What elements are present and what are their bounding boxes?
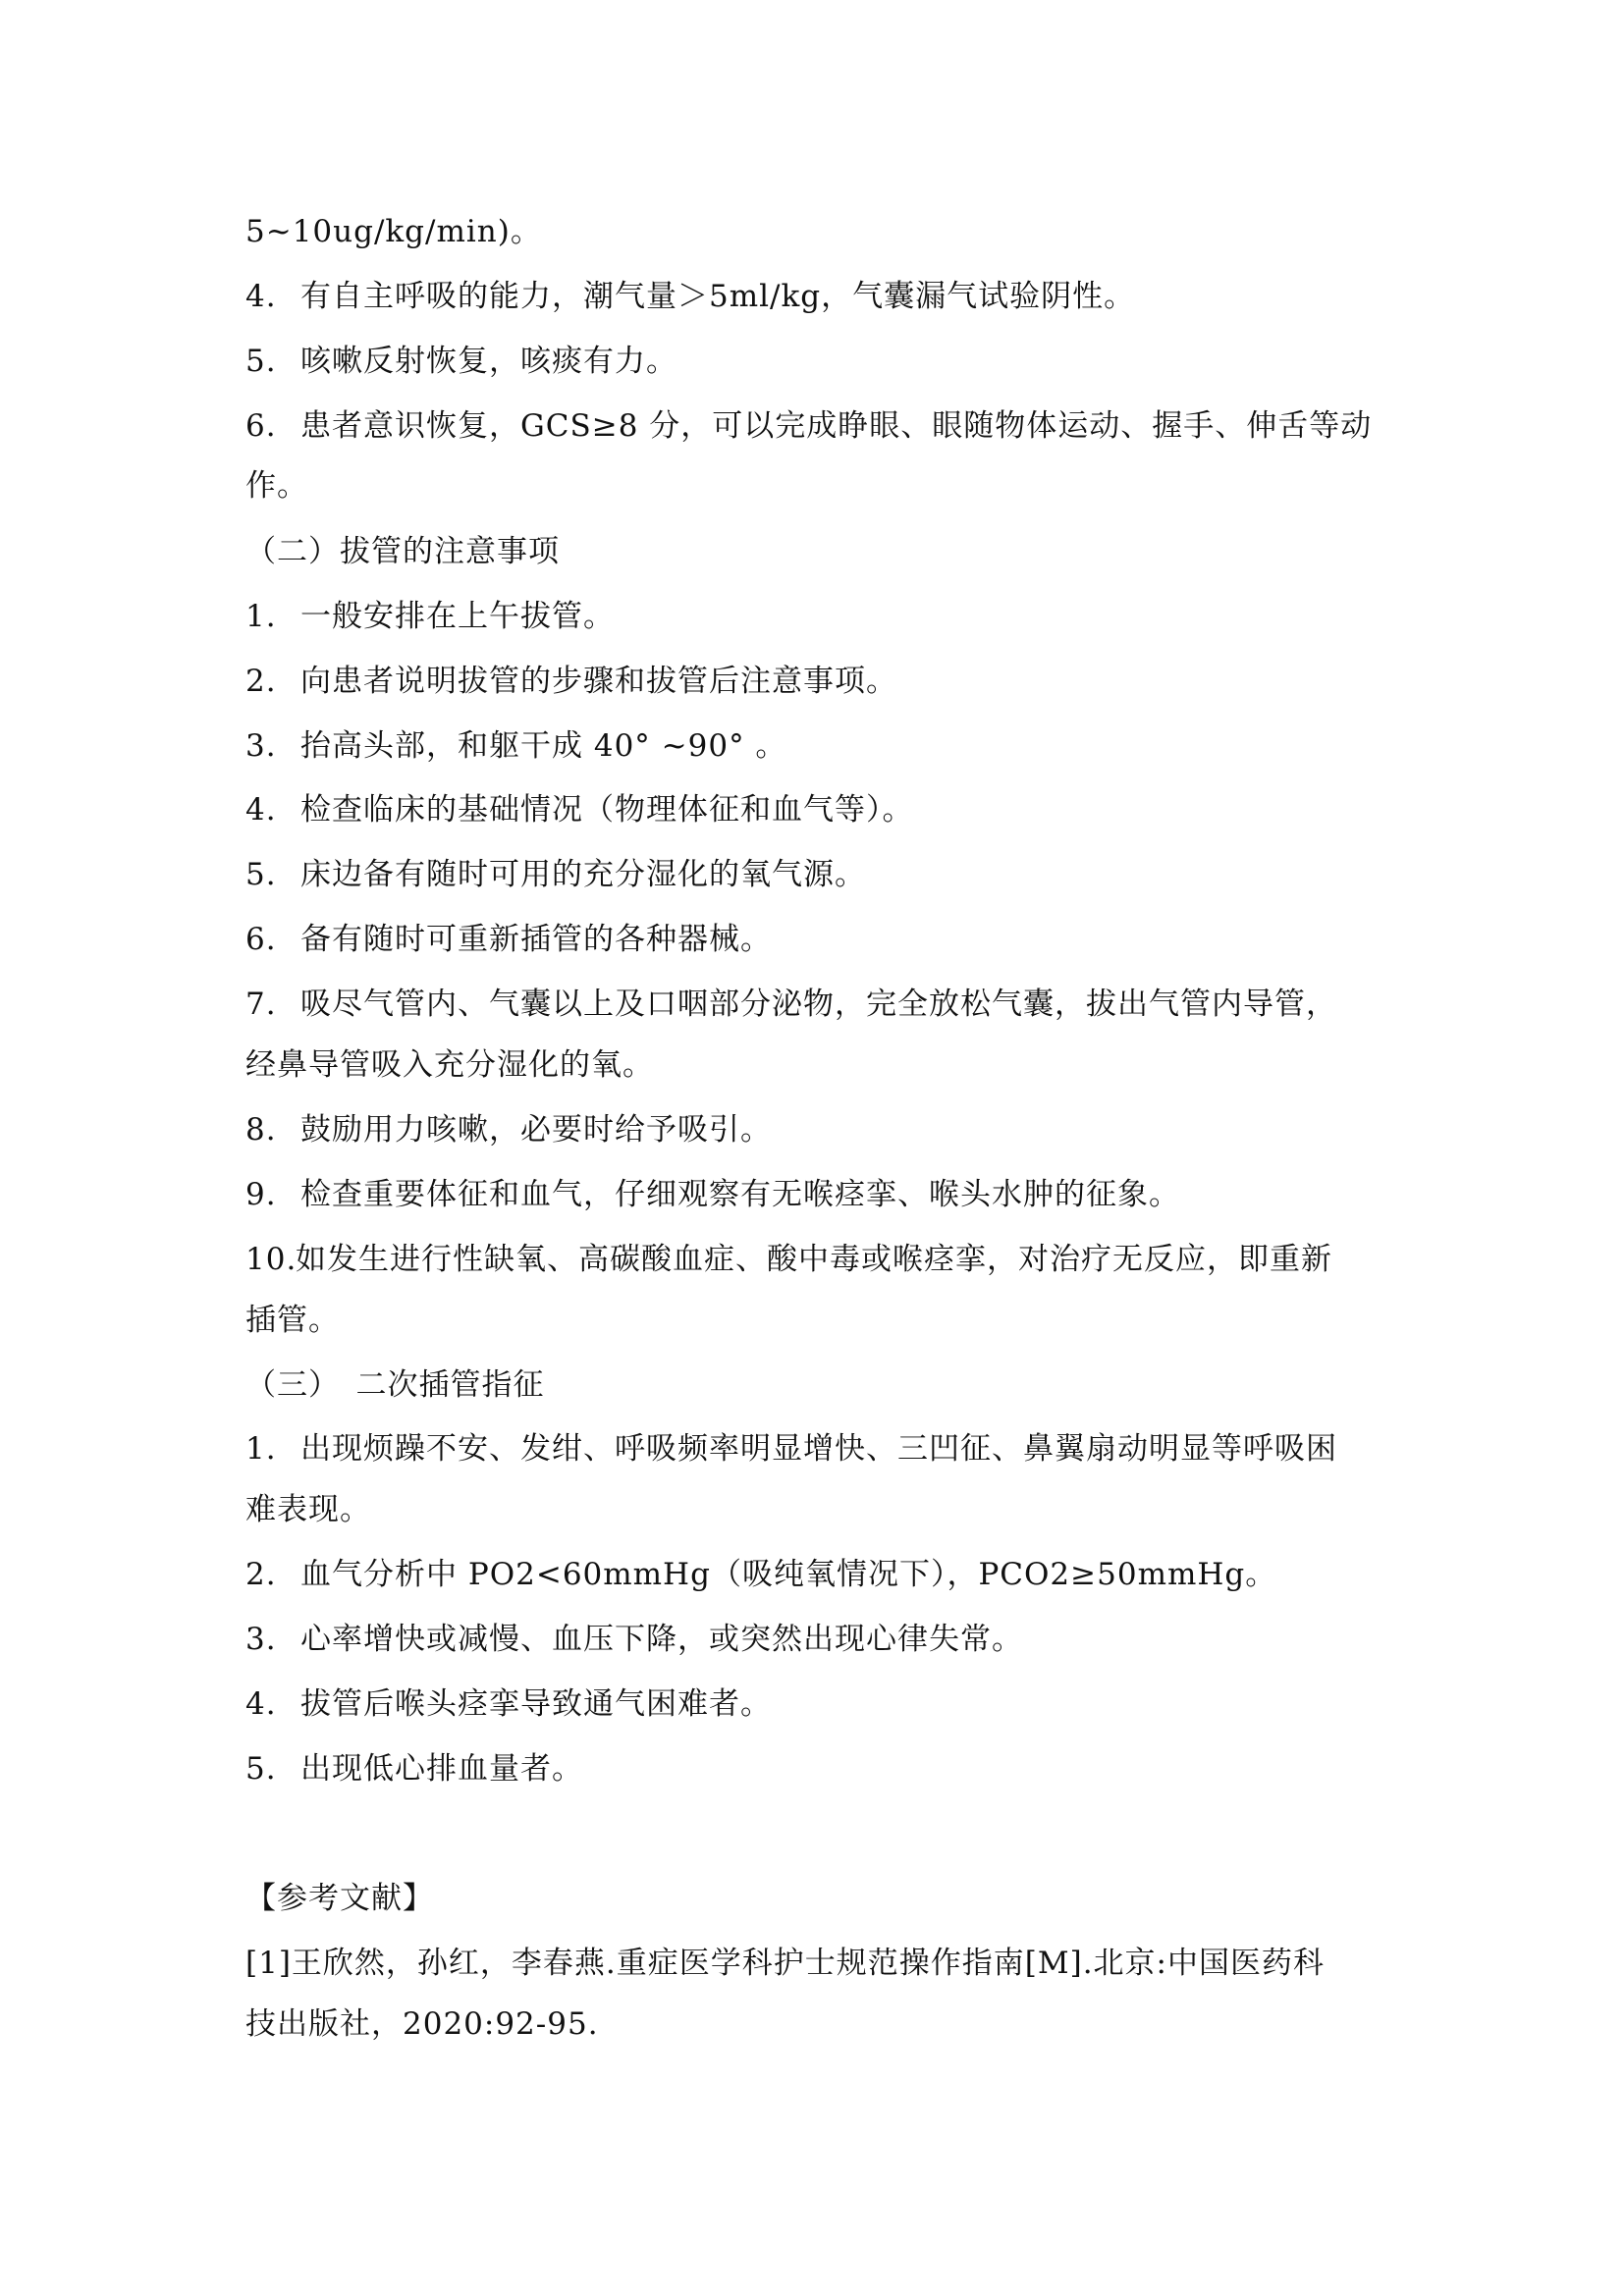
list-item — [245, 1620, 1023, 1659]
list-item — [245, 855, 866, 894]
heading-text: （二）拔管的注意事项 — [245, 534, 560, 569]
item-text: 出现低心排血量者。 — [300, 1751, 583, 1787]
body-text-line — [245, 1490, 371, 1529]
item-number: 9. — [245, 1177, 277, 1212]
line-text: 难表现。 — [245, 1492, 371, 1527]
reference-entry — [245, 1944, 1325, 1983]
item-text: 拔管后喉头痉挛导致通气困难者。 — [300, 1686, 772, 1722]
item-number: 1. — [245, 599, 277, 634]
item-text: 心率增快或减慢、血压下降，或突然出现心律失常。 — [300, 1622, 1023, 1657]
item-number: 5. — [245, 1751, 277, 1787]
list-item — [245, 1684, 772, 1724]
item-text: 向患者说明拔管的步骤和拔管后注意事项。 — [300, 664, 897, 699]
body-text-line — [245, 212, 542, 251]
item-number: 10. — [245, 1242, 298, 1277]
body-text-line — [245, 1301, 340, 1340]
list-item — [245, 406, 1372, 446]
item-text: 吸尽气管内、气囊以上及口咽部分泌物，完全放松气囊，拔出气管内导管， — [300, 987, 1337, 1022]
item-number: 3. — [245, 1622, 277, 1657]
section-heading — [245, 532, 560, 571]
item-number: 6. — [245, 408, 277, 444]
list-item — [245, 726, 786, 766]
line-text: 作。 — [245, 468, 308, 504]
item-text: 检查重要体征和血气，仔细观察有无喉痉挛、喉头水肿的征象。 — [300, 1177, 1180, 1212]
item-text: 床边备有随时可用的充分湿化的氧气源。 — [300, 857, 866, 892]
item-text: 咳嗽反射恢复，咳痰有力。 — [300, 344, 677, 379]
list-item — [245, 1749, 583, 1789]
item-number: 4. — [245, 279, 277, 314]
item-number: 4. — [245, 792, 277, 828]
item-number: 4. — [245, 1686, 277, 1722]
line-text: 经鼻导管吸入充分湿化的氧。 — [245, 1047, 654, 1083]
item-text: 鼓励用力咳嗽，必要时给予吸引。 — [300, 1112, 772, 1148]
item-number: 2. — [245, 1557, 277, 1592]
item-text: 血气分析中 PO2<60mmHg（吸纯氧情况下），PCO2≥50mmHg。 — [300, 1557, 1277, 1592]
list-item — [245, 597, 615, 636]
item-number: 3. — [245, 728, 277, 764]
body-text-line — [245, 1045, 654, 1085]
list-item — [245, 920, 772, 959]
list-item — [245, 790, 914, 829]
list-item — [245, 1429, 1337, 1468]
item-text: 患者意识恢复，GCS≥8 分，可以完成睁眼、眼随物体运动、握手、伸舌等动 — [300, 408, 1373, 444]
item-number: 7. — [245, 987, 277, 1022]
section-heading — [245, 1365, 545, 1405]
heading-text: （三） 二次插管指征 — [245, 1367, 545, 1403]
reference-entry — [245, 2004, 599, 2044]
list-item — [245, 277, 1135, 316]
list-item — [245, 1555, 1276, 1594]
line-text: 插管。 — [245, 1303, 340, 1338]
reference-text: 技出版社，2020:92-95. — [245, 2006, 599, 2042]
list-item — [245, 1240, 1332, 1279]
item-number: 6. — [245, 922, 277, 957]
item-number: 1. — [245, 1431, 277, 1467]
list-item — [245, 985, 1337, 1024]
item-text: 如发生进行性缺氧、高碳酸血症、酸中毒或喉痉挛，对治疗无反应，即重新 — [296, 1242, 1332, 1277]
heading-text: 【参考文献】 — [245, 1881, 434, 1916]
list-item — [245, 1110, 772, 1149]
item-number: 8. — [245, 1112, 277, 1148]
list-item — [245, 1175, 1180, 1214]
list-item — [245, 342, 677, 381]
item-text: 备有随时可重新插管的各种器械。 — [300, 922, 772, 957]
item-text: 有自主呼吸的能力，潮气量＞5ml/kg，气囊漏气试验阴性。 — [300, 279, 1136, 314]
reference-text: [1]王欣然，孙红，李春燕.重症医学科护士规范操作指南[M].北京:中国医药科 — [245, 1946, 1325, 1981]
item-text: 抬高头部，和躯干成 40° ~90° 。 — [300, 728, 787, 764]
item-text: 出现烦躁不安、发绀、呼吸频率明显增快、三凹征、鼻翼扇动明显等呼吸困 — [300, 1431, 1337, 1467]
item-number: 5. — [245, 344, 277, 379]
line-text: 5~10ug/kg/min)。 — [245, 214, 542, 249]
item-number: 5. — [245, 857, 277, 892]
list-item — [245, 662, 897, 701]
item-text: 一般安排在上午拔管。 — [300, 599, 615, 634]
item-text: 检查临床的基础情况（物理体征和血气等）。 — [300, 792, 914, 828]
body-text-line — [245, 466, 308, 506]
item-number: 2. — [245, 664, 277, 699]
references-heading — [245, 1879, 434, 1918]
